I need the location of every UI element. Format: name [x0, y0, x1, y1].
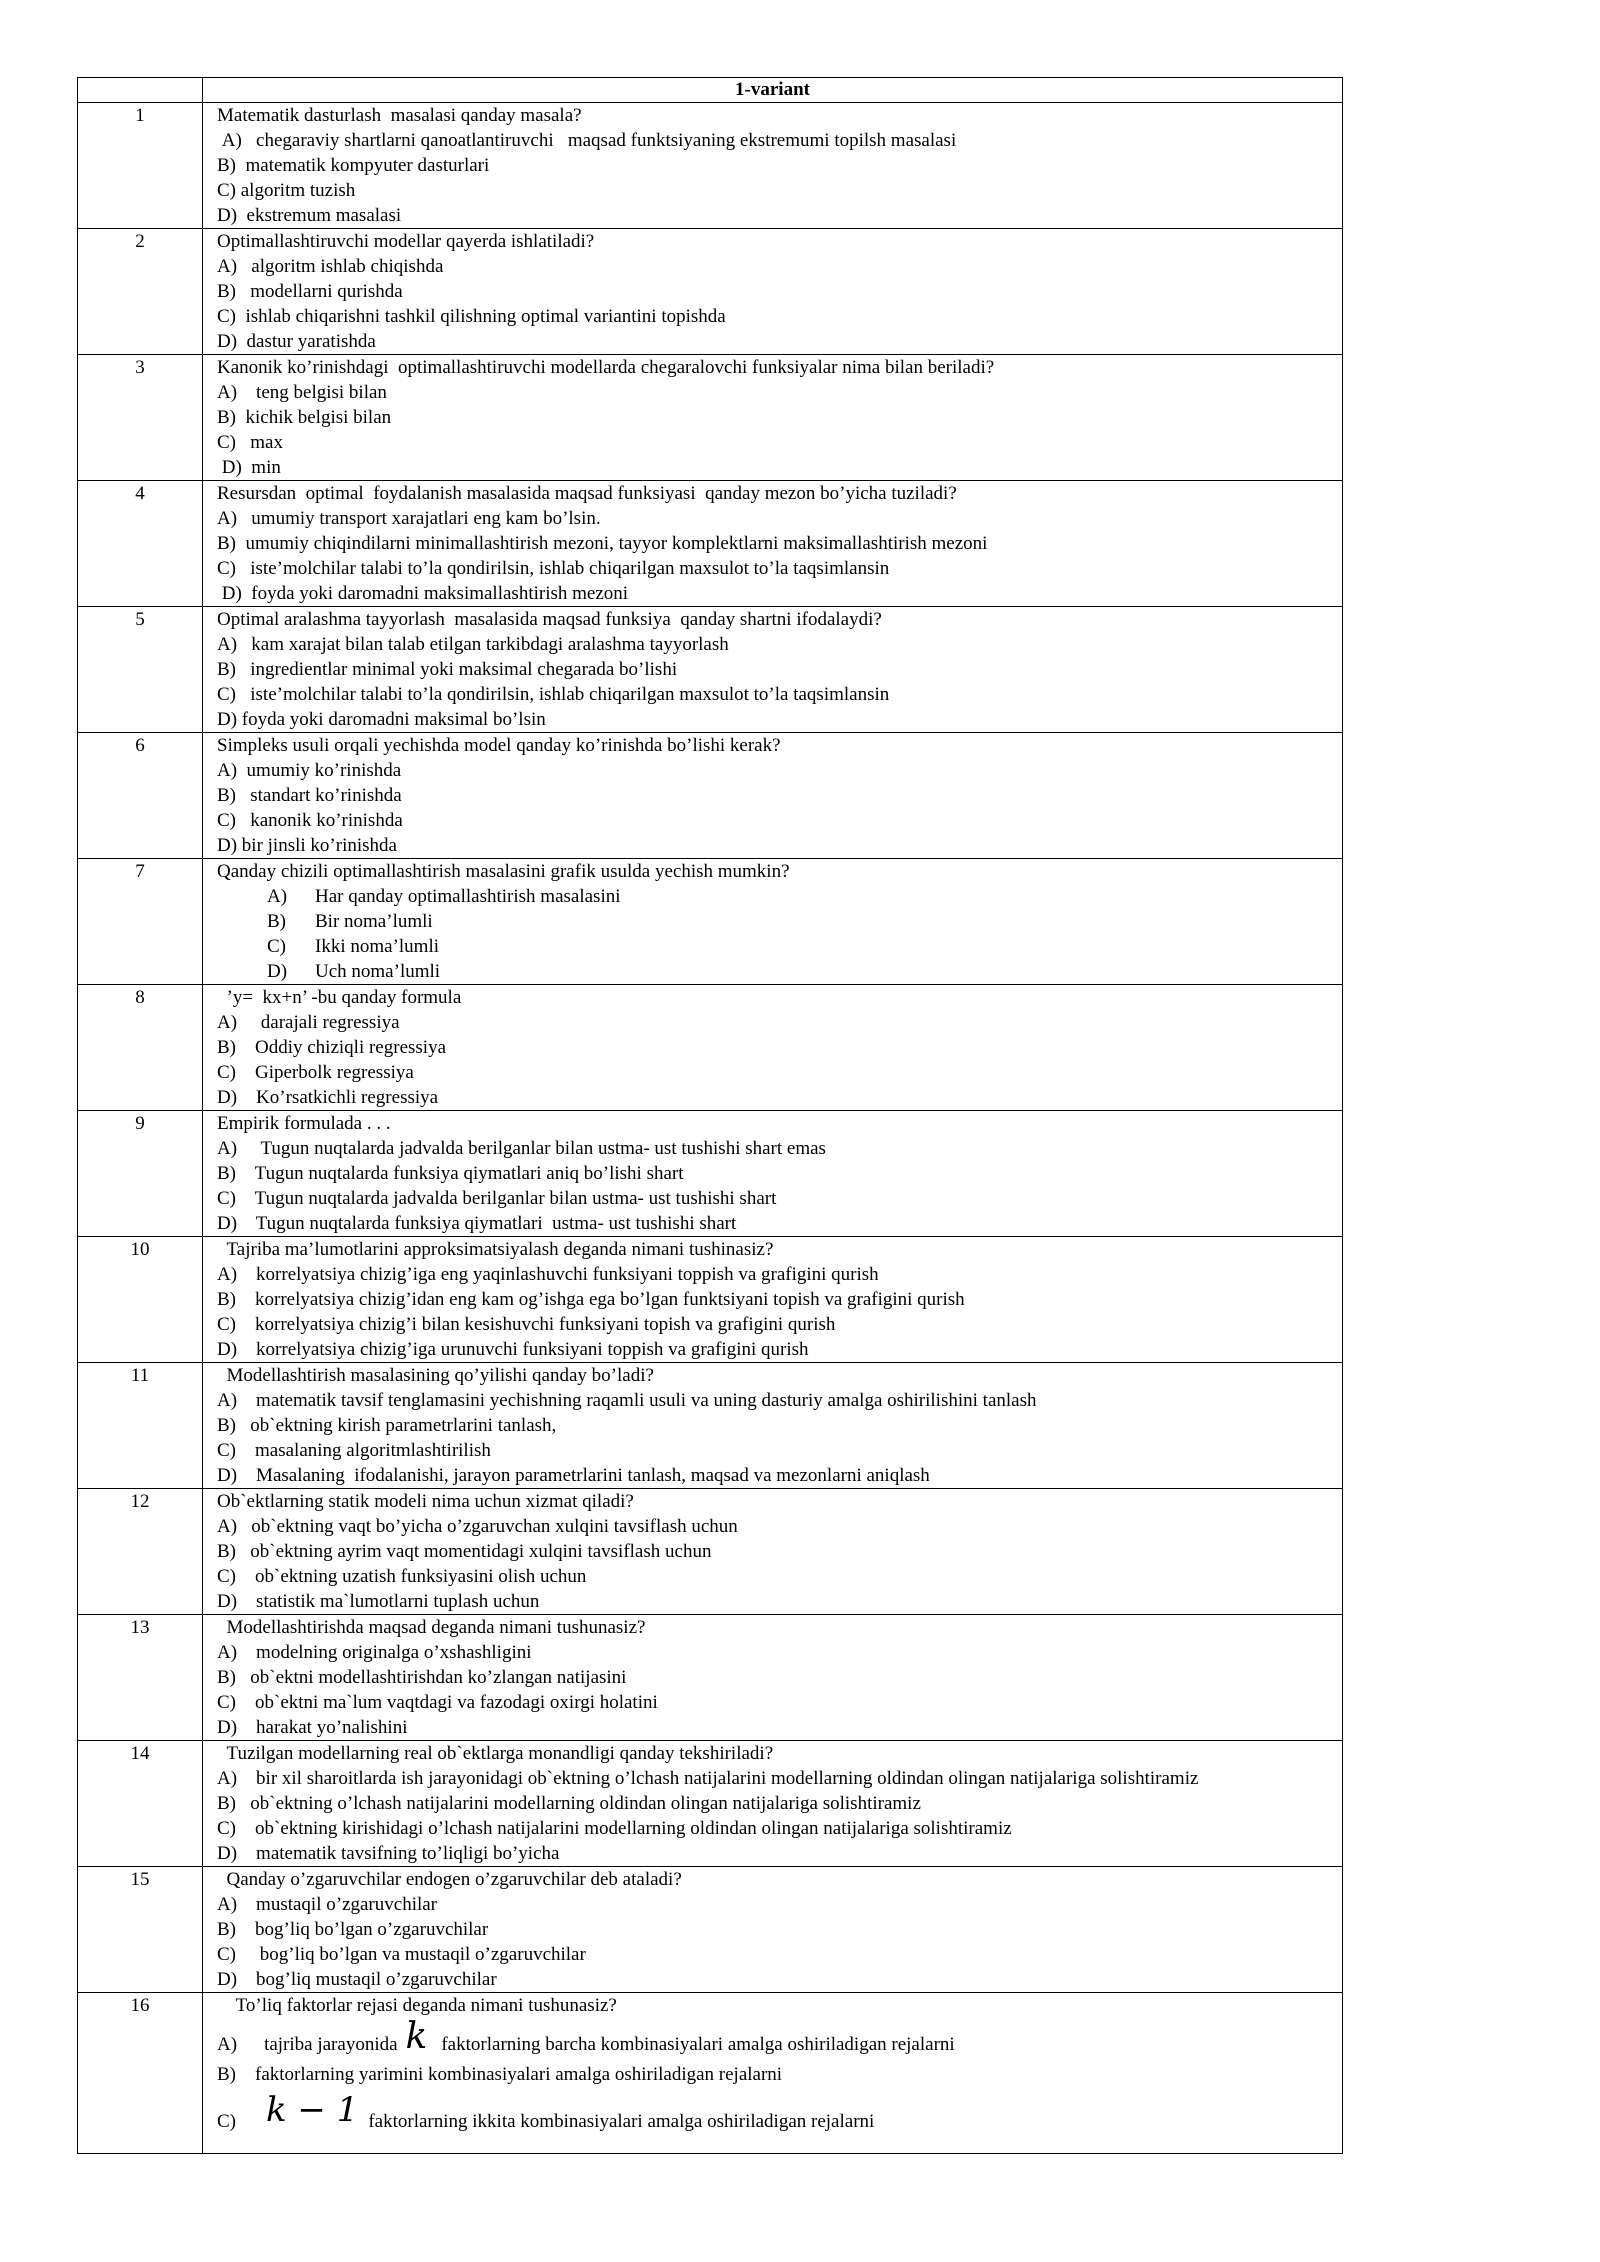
answer-option: C) ishlab chiqarishni tashkil qilishning optimal variantini topishda [217, 306, 726, 327]
question-number: 4 [78, 481, 203, 607]
option-text: faktorlarning barcha kombinasiyalari amalga oshiriladigan rejalarni [441, 2034, 955, 2055]
question-text: Resursdan optimal foydalanish masalasida maqsad funksiyasi qanday mezon bo’yicha tuziladi? [217, 483, 957, 504]
question-number: 9 [78, 1111, 203, 1237]
answer-option: D) bog’liq mustaqil o’zgaruvchilar [217, 1969, 497, 1990]
answer-option: B) umumiy chiqindilarni minimallashtirish mezoni, tayyor komplektlarni maksimallashtirish mezoni [217, 533, 988, 554]
answer-option [217, 909, 1334, 934]
question-body [203, 229, 1343, 355]
answer-option [217, 884, 1334, 909]
answer-option: B) kichik belgisi bilan [217, 407, 392, 428]
question-text: Tajriba ma’lumotlarini approksimatsiyalash deganda nimani tushinasiz? [217, 1239, 774, 1260]
question-text: Tuzilgan modellarning real ob`ektlarga monandligi qanday tekshiriladi? [217, 1743, 774, 1764]
option-letter: D) [267, 961, 288, 982]
answer-option: A) algoritm ishlab chiqishda [217, 256, 444, 277]
variant-title: 1-variant [203, 78, 1343, 103]
answer-option: C) kanonik ko’rinishda [217, 810, 403, 831]
question-row [78, 1867, 1343, 1993]
answer-option: A) umumiy transport xarajatlari eng kam bo’lsin. [217, 508, 601, 529]
answer-option: D) foyda yoki daromadni maksimallashtirish mezoni [217, 583, 629, 604]
answer-option: D) korrelyatsiya chizig’iga urunuvchi funksiyani toppish va grafigini qurish [217, 1339, 809, 1360]
answer-option: A) chegaraviy shartlarni qanoatlantiruvchi maqsad funktsiyaning ekstremumi topilsh masalasi [217, 130, 957, 151]
question-text: Optimal aralashma tayyorlash masalasida maqsad funksiya qanday shartni ifodalaydi? [217, 609, 882, 630]
question-row [78, 229, 1343, 355]
answer-option: A) teng belgisi bilan [217, 382, 387, 403]
question-text: To’liq faktorlar rejasi deganda nimani tushunasiz? [217, 1995, 617, 2016]
answer-option: D) Ko’rsatkichli regressiya [217, 1087, 439, 1108]
question-text: Optimallashtiruvchi modellar qayerda ishlatiladi? [217, 231, 595, 252]
question-number: 1 [78, 103, 203, 229]
question-row [78, 985, 1343, 1111]
answer-option: D) dastur yaratishda [217, 331, 376, 352]
answer-option: B) Tugun nuqtalarda funksiya qiymatlari aniq bo’lishi shart [217, 1163, 684, 1184]
question-number: 14 [78, 1741, 203, 1867]
answer-option: C) ob`ektni ma`lum vaqtdagi va fazodagi oxirgi holatini [217, 1692, 658, 1713]
answer-option: B) korrelyatsiya chizig’idan eng kam og’ishga ega bo’lgan funktsiyani topish va grafigini qurish [217, 1289, 965, 1310]
answer-option: A) Tugun nuqtalarda jadvalda berilganlar bilan ustma- ust tushishi shart emas [217, 1138, 826, 1159]
question-row [78, 1363, 1343, 1489]
option-text: Uch noma’lumli [315, 961, 441, 982]
option-text: Bir noma’lumli [315, 911, 433, 932]
answer-option: A) kam xarajat bilan talab etilgan tarkibdagi aralashma tayyorlash [217, 634, 729, 655]
answer-option: A) ob`ektning vaqt bo’yicha o’zgaruvchan xulqini tavsiflash uchun [217, 1516, 738, 1537]
answer-option: D) foyda yoki daromadni maksimal bo’lsin [217, 709, 546, 730]
answer-option: D) harakat yo’nalishini [217, 1717, 408, 1738]
answer-option: B) faktorlarning yarimini kombinasiyalari amalga oshiriladigan rejalarni [217, 2064, 783, 2085]
question-number: 6 [78, 733, 203, 859]
answer-option: C) ob`ektning uzatish funksiyasini olish uchun [217, 1566, 587, 1587]
math-k-minus-1: k − 1 [266, 2090, 359, 2130]
answer-option: B) ob`ektning kirish parametrlarini tanlash, [217, 1415, 557, 1436]
answer-option: B) bog’liq bo’lgan o’zgaruvchilar [217, 1919, 489, 1940]
answer-option [217, 2090, 1334, 2139]
quiz-table [77, 77, 1343, 2154]
question-body [203, 1111, 1343, 1237]
option-letter: A) [267, 886, 288, 907]
answer-option: B) matematik kompyuter dasturlari [217, 155, 490, 176]
question-text: Qanday chizili optimallashtirish masalasini grafik usulda yechish mumkin? [217, 861, 790, 882]
question-row [78, 1111, 1343, 1237]
question-number: 5 [78, 607, 203, 733]
question-number: 16 [78, 1993, 203, 2154]
question-text: Empirik formulada . . . [217, 1113, 391, 1134]
answer-option: C) bog’liq bo’lgan va mustaqil o’zgaruvchilar [217, 1944, 586, 1965]
question-number: 3 [78, 355, 203, 481]
header-row [78, 78, 1343, 103]
option-letter: B) [267, 911, 286, 932]
option-text: faktorlarning ikkita kombinasiyalari amalga oshiriladigan rejalarni [368, 2111, 875, 2132]
option-text: Ikki noma’lumli [315, 936, 440, 957]
question-text: Matematik dasturlash masalasi qanday masala? [217, 105, 582, 126]
question-row [78, 733, 1343, 859]
option-letter: C) [217, 2111, 236, 2132]
question-row [78, 103, 1343, 229]
answer-option: D) statistik ma`lumotlarni tuplash uchun [217, 1591, 540, 1612]
question-body [203, 1489, 1343, 1615]
answer-option: A) korrelyatsiya chizig’iga eng yaqinlashuvchi funksiyani toppish va grafigini qurish [217, 1264, 879, 1285]
answer-option: A) modelning originalga o’xshashligini [217, 1642, 532, 1663]
option-text: tajriba jarayonida [264, 2034, 398, 2055]
answer-option: C) ob`ektning kirishidagi o’lchash natijalarini modellarning oldindan olingan natijalariga solishtiramiz [217, 1818, 1012, 1839]
answer-option: C) masalaning algoritmlashtirilish [217, 1440, 491, 1461]
answer-option: B) modellarni qurishda [217, 281, 403, 302]
question-text: Kanonik ko’rinishdagi optimallashtiruvchi modellarda chegaralovchi funksiyalar nima bilan beriladi? [217, 357, 995, 378]
option-letter: A) [217, 2034, 238, 2055]
question-body [203, 607, 1343, 733]
answer-option: D) matematik tavsifning to’liqligi bo’yicha [217, 1843, 560, 1864]
answer-option: A) mustaqil o’zgaruvchilar [217, 1894, 438, 1915]
question-text: Modellashtirish masalasining qo’yilishi qanday bo’ladi? [217, 1365, 654, 1386]
answer-option: A) umumiy ko’rinishda [217, 760, 402, 781]
question-number: 11 [78, 1363, 203, 1489]
answer-option: B) ob`ektni modellashtirishdan ko’zlangan natijasini [217, 1667, 627, 1688]
question-body [203, 1363, 1343, 1489]
question-row [78, 481, 1343, 607]
question-row [78, 355, 1343, 481]
question-body [203, 1867, 1343, 1993]
question-number: 2 [78, 229, 203, 355]
answer-option [217, 959, 1334, 984]
option-text: Har qanday optimallashtirish masalasini [315, 886, 621, 907]
answer-option: A) darajali regressiya [217, 1012, 400, 1033]
answer-option: C) algoritm tuzish [217, 180, 356, 201]
question-row [78, 1993, 1343, 2154]
question-body [203, 355, 1343, 481]
question-body [203, 985, 1343, 1111]
question-number: 13 [78, 1615, 203, 1741]
question-body [203, 1741, 1343, 1867]
question-text: Ob`ektlarning statik modeli nima uchun xizmat qiladi? [217, 1491, 634, 1512]
answer-option: D) Tugun nuqtalarda funksiya qiymatlari ustma- ust tushishi shart [217, 1213, 737, 1234]
answer-option: C) iste’molchilar talabi to’la qondirilsin, ishlab chiqarilgan maxsulot to’la taqsimlansin [217, 558, 890, 579]
question-text: Simpleks usuli orqali yechishda model qanday ko’rinishda bo’lishi kerak? [217, 735, 781, 756]
question-text: Modellashtirishda maqsad deganda nimani tushunasiz? [217, 1617, 646, 1638]
answer-option: C) Tugun nuqtalarda jadvalda berilganlar bilan ustma- ust tushishi shart [217, 1188, 777, 1209]
answer-option: A) matematik tavsif tenglamasini yechishning raqamli usuli va uning dasturiy amalga oshirilishini tanlash [217, 1390, 1037, 1411]
answer-option: A) bir xil sharoitlarda ish jarayonidagi ob`ektning o’lchash natijalarini modellarning oldindan olingan natijalariga solishtiramiz [217, 1768, 1199, 1789]
answer-option: B) ob`ektning ayrim vaqt momentidagi xulqini tavsiflash uchun [217, 1541, 712, 1562]
question-body [203, 1993, 1343, 2154]
question-row [78, 1615, 1343, 1741]
question-body [203, 103, 1343, 229]
answer-option: D) bir jinsli ko’rinishda [217, 835, 397, 856]
quiz-body [78, 78, 1343, 2154]
question-number: 10 [78, 1237, 203, 1363]
answer-option [217, 2016, 1334, 2062]
answer-option: D) min [217, 457, 281, 478]
answer-option: C) Giperbolk regressiya [217, 1062, 414, 1083]
answer-option: B) Oddiy chiziqli regressiya [217, 1037, 447, 1058]
question-number: 7 [78, 859, 203, 985]
question-text: Qanday o’zgaruvchilar endogen o’zgaruvchilar deb ataladi? [217, 1869, 682, 1890]
answer-option: B) ingredientlar minimal yoki maksimal chegarada bo’lishi [217, 659, 678, 680]
question-number: 12 [78, 1489, 203, 1615]
answer-option: C) iste’molchilar talabi to’la qondirilsin, ishlab chiqarilgan maxsulot to’la taqsimlansin [217, 684, 890, 705]
answer-option: C) max [217, 432, 283, 453]
question-row [78, 859, 1343, 985]
question-row [78, 1741, 1343, 1867]
answer-option [217, 934, 1334, 959]
header-num-cell [78, 78, 203, 103]
answer-option: B) standart ko’rinishda [217, 785, 402, 806]
question-text: ’y= kx+n’ -bu qanday formula [217, 987, 462, 1008]
question-row [78, 1489, 1343, 1615]
question-body [203, 481, 1343, 607]
option-letter: C) [267, 936, 286, 957]
question-body [203, 859, 1343, 985]
question-number: 15 [78, 1867, 203, 1993]
question-row [78, 607, 1343, 733]
answer-option: B) ob`ektning o’lchash natijalarini modellarning oldindan olingan natijalariga solishtiramiz [217, 1793, 921, 1814]
answer-option: C) korrelyatsiya chizig’i bilan kesishuvchi funksiyani topish va grafigini qurish [217, 1314, 836, 1335]
question-number: 8 [78, 985, 203, 1111]
math-k: k [405, 2016, 428, 2057]
question-body [203, 1237, 1343, 1363]
answer-option: D) Masalaning ifodalanishi, jarayon parametrlarini tanlash, maqsad va mezonlarni aniqlash [217, 1465, 930, 1486]
answer-option: D) ekstremum masalasi [217, 205, 402, 226]
question-row [78, 1237, 1343, 1363]
question-body [203, 1615, 1343, 1741]
question-body [203, 733, 1343, 859]
